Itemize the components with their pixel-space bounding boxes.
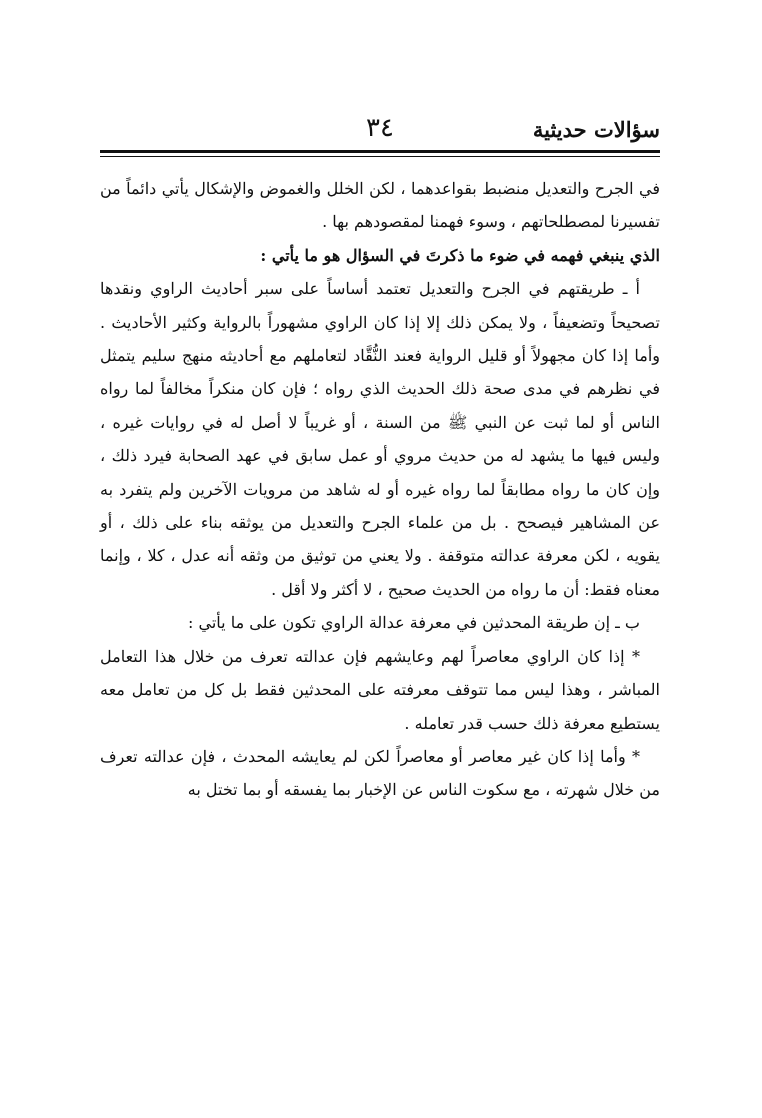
bullet-paragraph: * إذا كان الراوي معاصراً لهم وعايشهم فإن عدالته تعرف من خلال هذا التعامل المباشر ، وهذا ليس مما تتوقف معرفته على المحدثين فقط بل كل من تعامل معه يستطيع معرفة ذلك حسب قدر تعامله . bbox=[100, 646, 660, 733]
paragraph-alif: أ ـ طريقتهم في الجرح والتعديل تعتمد أساساً على سبر أحاديث الراوي ونقدها تصحيحاً وتضعيفاً ، ولا يمكن ذلك إلا إذا كان الراوي مشهوراً بالرواية وكثير الأحاديث . وأما إذا كان مجهولاً أو قليل الرواية فعند النُّقَّاد لتعاملهم مع أحاديثه منهج سليم يتمثل في نظرهم في مدى صحة ذلك الحديث الذي رواه ؛ فإن كان منكراً مخالفاً لما رواه الناس أو لما ثبت عن النبي ﷺ من السنة ، أو غريباً لا أصل له في روايات غيره ، وليس فيها ما يشهد له من حديث مروي أو عمل سابق في عهد الصحابة فيرد ذلك ، وإن كان ما رواه مطابقاً لما رواه غيره أو له شاهد من مرويات الآخرين ولم يتفرد به عن المشاهير فيصحح . بل من علماء الجرح والتعديل من يوثقه بناء على ذلك ، أو يقويه ، لكن معرفة عدالته متوقفة . ولا يعني من توثيق من وثقه أنه عدل ، كلا ، وإنما معناه فقط: أن ما رواه من الحديث صحيح ، لا أكثر ولا أقل . bbox=[100, 279, 661, 599]
body-text bbox=[100, 172, 660, 807]
bullet-paragraph: * وأما إذا كان غير معاصر أو معاصراً لكن لم يعايشه المحدث ، فإن عدالته تعرف من خلال شهرته ، مع سكوت الناس عن الإخبار بما يفسقه أو بما تختل به bbox=[100, 746, 660, 800]
paragraph-ba: ب ـ إن طريقة المحدثين في معرفة عدالة الراوي تكون على ما يأتي : bbox=[188, 613, 640, 633]
paragraph: في الجرح والتعديل منضبط بقواعدهما ، لكن الخلل والغموض والإشكال يأتي دائماً من تفسيرنا لمصطلحاتهم ، وسوء فهمنا لمقصودهم بها . bbox=[100, 179, 660, 232]
page-header bbox=[100, 113, 660, 147]
page-number: ٣٤ bbox=[366, 113, 394, 143]
running-title: سؤالات حديثية bbox=[532, 117, 660, 142]
section-heading: الذي ينبغي فهمه في ضوء ما ذكرتَ في السؤال هو ما يأتي : bbox=[260, 245, 660, 265]
header-rule-thin bbox=[100, 156, 660, 157]
header-rule-thick bbox=[100, 150, 660, 153]
